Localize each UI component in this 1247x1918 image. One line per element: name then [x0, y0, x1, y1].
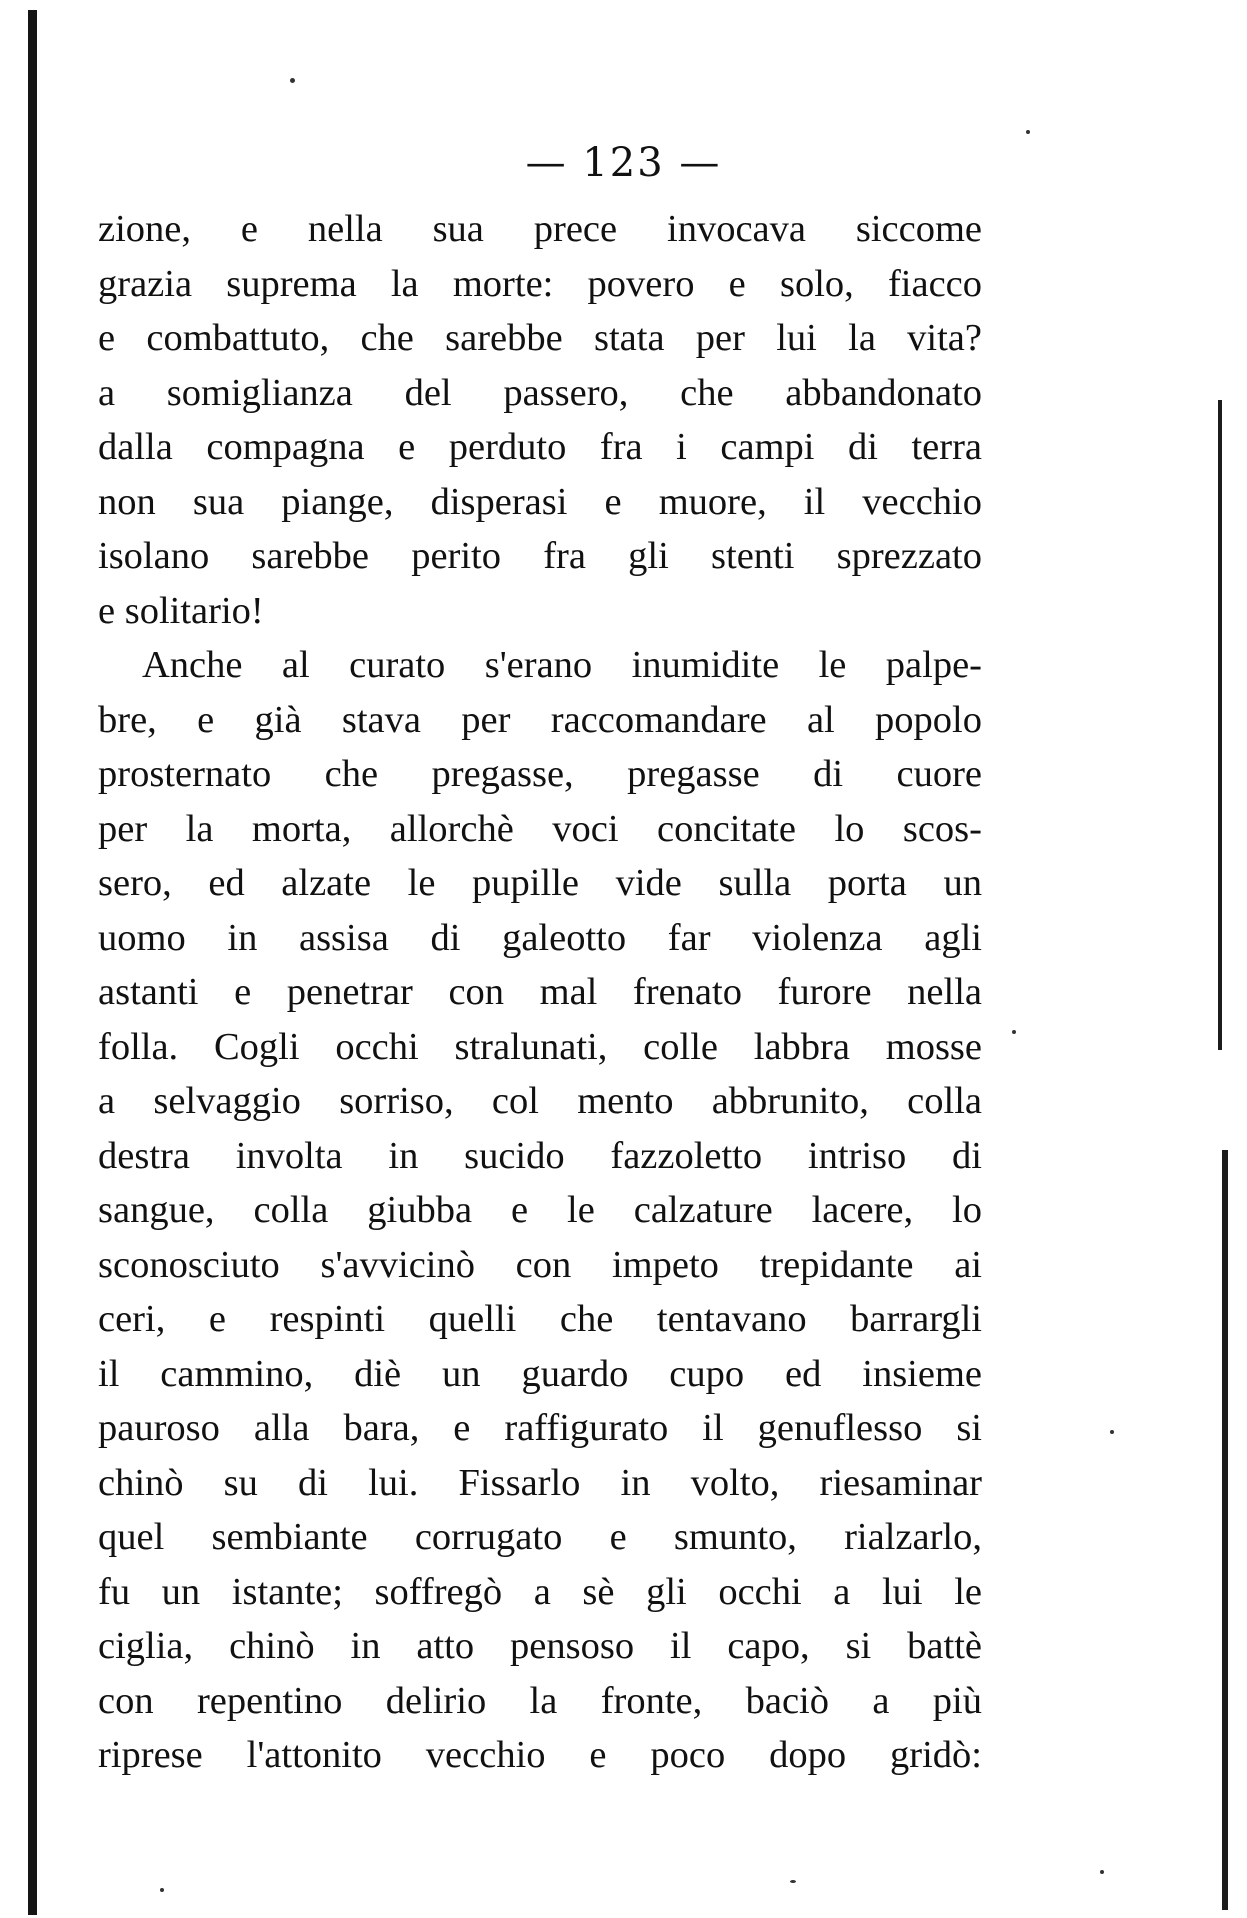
text-line: fu un istante; soffregò a sè gli occhi a lui le [98, 1570, 982, 1613]
text-line: a selvaggio sorriso, col mento abbrunito, colla [98, 1080, 982, 1122]
text-line: grazia suprema la morte: povero e solo, fiacco [98, 262, 982, 305]
text-line: quel sembiante corrugato e smunto, rialzarlo, [98, 1516, 982, 1558]
page-number: — 123 — [525, 140, 722, 186]
text-line: a somiglianza del passero, che abbandonato [98, 371, 982, 414]
page-binding-edge [28, 10, 37, 1915]
text-line: chinò su di lui. Fissarlo in volto, riesaminar [98, 1461, 982, 1504]
text-line: sconosciuto s'avvicinò con impeto trepidante ai [98, 1243, 982, 1286]
text-line: dalla compagna e perduto fra i campi di terra [98, 426, 982, 468]
text-line: sero, ed alzate le pupille vide sulla porta un [98, 862, 982, 904]
paragraph-2 [98, 638, 982, 1783]
text-line: il cammino, diè un guardo cupo ed insieme [98, 1352, 982, 1395]
text-line: folla. Cogli occhi stralunati, colle labbra mosse [98, 1025, 982, 1068]
scan-edge-line [1218, 400, 1222, 1050]
text-line: bre, e già stava per raccomandare al popolo [98, 698, 982, 741]
text-line: zione, e nella sua prece invocava siccome [98, 208, 982, 250]
text-line: non sua piange, disperasi e muore, il vecchio [98, 480, 982, 523]
scan-speck [160, 1888, 164, 1892]
paragraph-1 [98, 202, 982, 638]
text-line: pauroso alla bara, e raffigurato il genuflesso si [98, 1407, 982, 1449]
text-line: e combattuto, che sarebbe stata per lui la vita? [98, 317, 982, 359]
scan-edge-line [1222, 1150, 1228, 1910]
scan-speck [1100, 1870, 1104, 1874]
text-line: ceri, e respinti quelli che tentavano barrargli [98, 1298, 982, 1340]
text-line: uomo in assisa di galeotto far violenza agli [98, 916, 982, 959]
text-line: Anche al curato s'erano inumidite le palpe- [142, 644, 982, 686]
text-line: isolano sarebbe perito fra gli stenti sprezzato [98, 535, 982, 577]
text-line: astanti e penetrar con mal frenato furore nella [98, 971, 982, 1013]
scan-speck [790, 1880, 796, 1883]
body-text [98, 202, 982, 1783]
scan-speck [1026, 130, 1030, 134]
text-line: destra involta in sucido fazzoletto intriso di [98, 1134, 982, 1177]
text-line: sangue, colla giubba e le calzature lacere, lo [98, 1189, 982, 1231]
text-line: riprese l'attonito vecchio e poco dopo gridò: [98, 1734, 982, 1776]
text-line: con repentino delirio la fronte, baciò a più [98, 1679, 982, 1722]
text-line: per la morta, allorchè voci concitate lo scos- [98, 807, 982, 850]
scan-speck [1012, 1030, 1016, 1034]
scan-speck [1110, 1430, 1114, 1434]
text-line: prosternato che pregasse, pregasse di cuore [98, 753, 982, 795]
text-line: e solitario! [98, 589, 264, 632]
scan-speck [290, 78, 295, 83]
text-line: ciglia, chinò in atto pensoso il capo, si battè [98, 1625, 982, 1667]
